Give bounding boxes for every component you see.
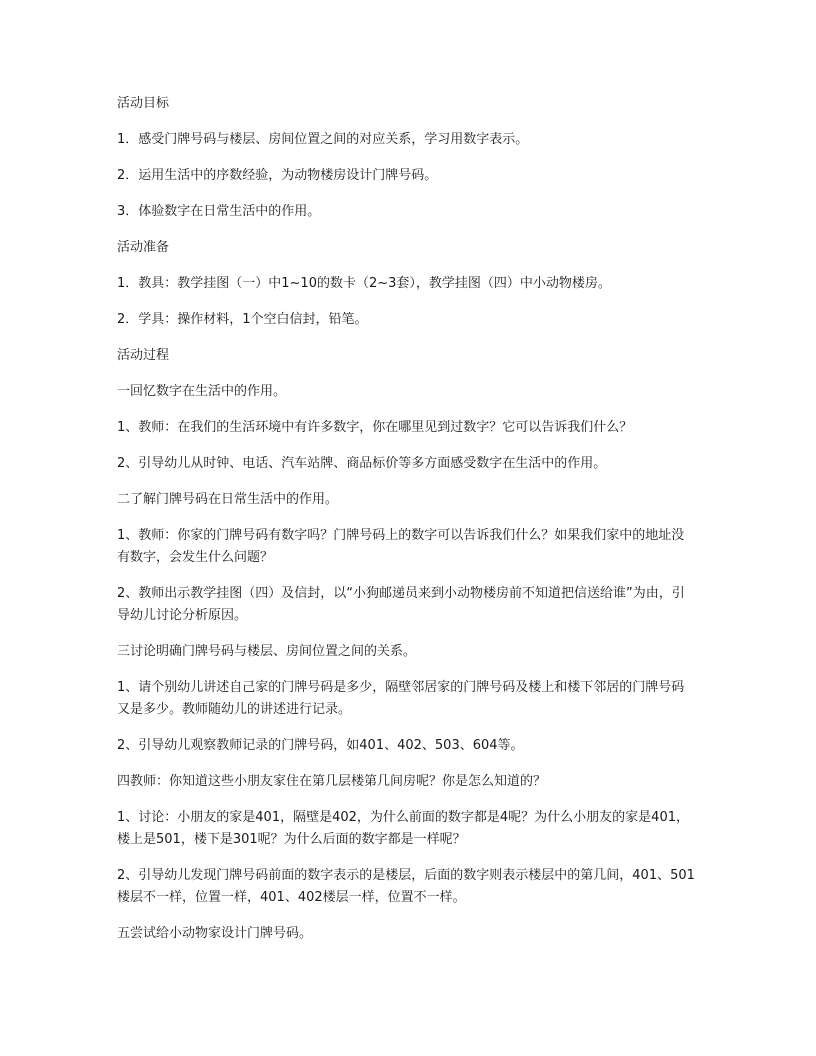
- section-heading-process: 活动过程: [117, 348, 170, 363]
- goal-item-1: 1．感受门牌号码与楼层、房间位置之间的对应关系，学习用数字表示。: [117, 132, 529, 147]
- step-heading-1: 一回忆数字在生活中的作用。: [117, 384, 287, 399]
- step-3-item-2: 2、引导幼儿观察教师记录的门牌号码，如401、402、503、604等。: [117, 738, 524, 753]
- step-4-item-1: 1、讨论：小朋友的家是401，隔壁是402，为什么前面的数字都是4呢？为什么小朋友的家是401，楼上是501，楼下是301呢？为什么后面的数字都是一样呢？: [117, 810, 689, 847]
- goal-item-3: 3．体验数字在日常生活中的作用。: [117, 204, 321, 219]
- step-1-item-1: 1、教师：在我们的生活环境中有许多数字，你在哪里见到过数字？它可以告诉我们什么？: [117, 420, 633, 435]
- step-4-item-2: 2、引导幼儿发现门牌号码前面的数字表示的是楼层，后面的数字则表示楼层中的第几间，401、501楼层不一样，位置一样，401、402楼层一样，位置不一样。: [117, 868, 695, 905]
- step-2-item-1: 1、教师：你家的门牌号码有数字吗？门牌号码上的数字可以告诉我们什么？如果我们家中的地址没有数字，会发生什么问题？: [117, 528, 685, 565]
- document-body: [117, 93, 697, 959]
- step-heading-2: 二了解门牌号码在日常生活中的作用。: [117, 492, 339, 507]
- step-heading-3: 三讨论明确门牌号码与楼层、房间位置之间的关系。: [117, 644, 417, 659]
- section-heading-goals: 活动目标: [117, 96, 170, 111]
- preparation-item-2: 2．学具：操作材料，1个空白信封，铅笔。: [117, 312, 368, 327]
- section-heading-preparation: 活动准备: [117, 240, 170, 255]
- step-1-item-2: 2、引导幼儿从时钟、电话、汽车站牌、商品标价等多方面感受数字在生活中的作用。: [117, 456, 607, 471]
- step-heading-4: 四教师：你知道这些小朋友家住在第几层楼第几间房呢？你是怎么知道的？: [117, 774, 547, 789]
- step-3-item-1: 1、请个别幼儿讲述自己家的门牌号码是多少，隔壁邻居家的门牌号码及楼上和楼下邻居的门牌号码又是多少。教师随幼儿的讲述进行记录。: [117, 680, 685, 717]
- step-heading-5: 五尝试给小动物家设计门牌号码。: [117, 926, 313, 941]
- goal-item-2: 2．运用生活中的序数经验，为动物楼房设计门牌号码。: [117, 168, 438, 183]
- step-2-item-2: 2、教师出示教学挂图（四）及信封，以“小狗邮递员来到小动物楼房前不知道把信送给谁”为由，引导幼儿讨论分析原因。: [117, 586, 685, 623]
- preparation-item-1: 1．教具：教学挂图（一）中1~10的数卡（2~3套），教学挂图（四）中小动物楼房。: [117, 276, 611, 291]
